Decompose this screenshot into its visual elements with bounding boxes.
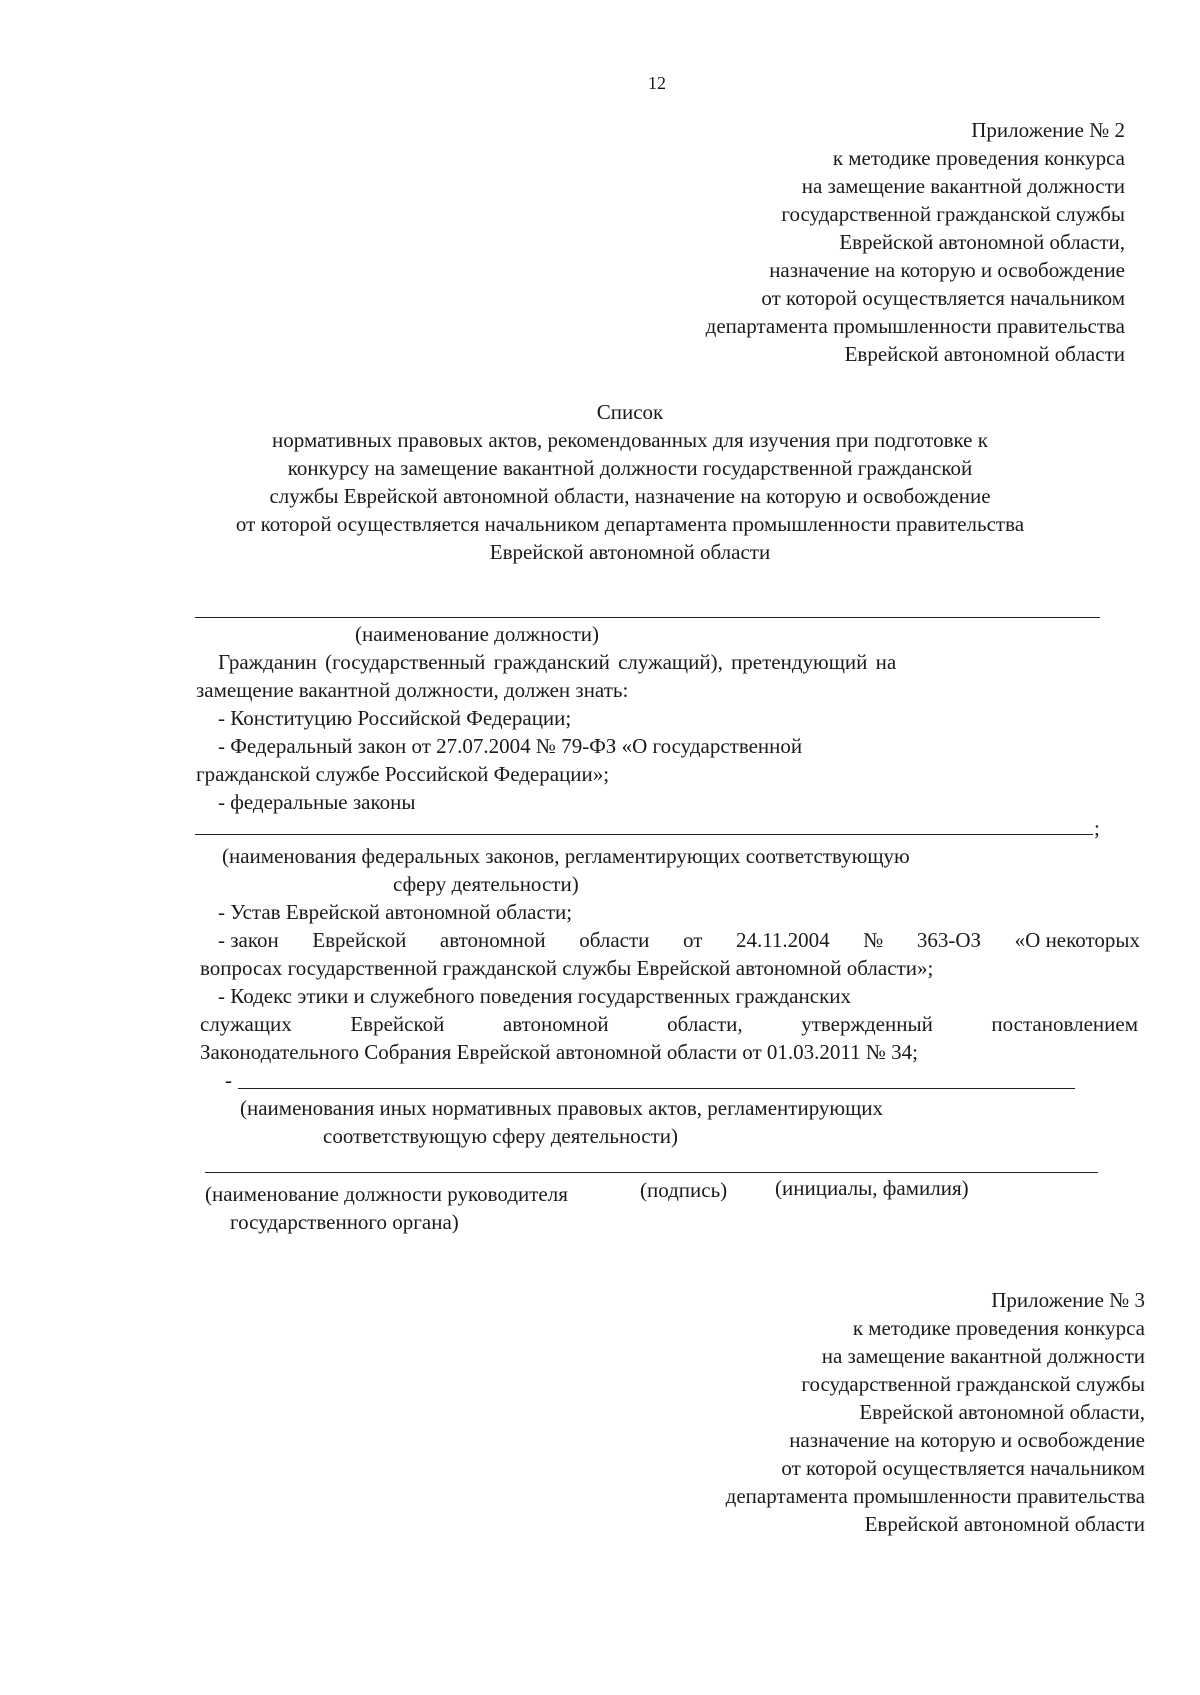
appendix-3-line: назначение на которую и освобождение: [789, 1428, 1145, 1452]
list-item: - Кодекс этики и служебного поведения государственных гражданских: [218, 984, 852, 1008]
list-heading-line: службы Еврейской автономной области, назначение на которую и освобождение: [269, 484, 991, 508]
appendix-3-line: к методике проведения конкурса: [852, 1316, 1145, 1340]
appendix-3-line: от которой осуществляется начальником: [781, 1456, 1145, 1480]
signature-blank-line: [205, 1172, 1098, 1173]
code-word: области,: [667, 1012, 743, 1036]
code-word: Еврейской: [350, 1012, 445, 1036]
list-heading-line: Еврейской автономной области: [489, 540, 771, 564]
appendix-2-line: Еврейской автономной области: [844, 342, 1125, 366]
law-word: от: [682, 928, 703, 952]
other-acts-blank-line: [238, 1088, 1075, 1089]
list-item: Законодательного Собрания Еврейской автономной области от 01.03.2011 № 34;: [200, 1040, 919, 1064]
list-heading-line: от которой осуществляется начальником департамента промышленности правительства: [235, 512, 1025, 536]
head-position-caption: государственного органа): [230, 1210, 459, 1234]
appendix-2-line: государственной гражданской службы: [781, 202, 1125, 226]
appendix-2-line: к методике проведения конкурса: [832, 146, 1125, 170]
appendix-2-line: Еврейской автономной области,: [839, 230, 1125, 254]
dash: -: [225, 1068, 232, 1092]
law-363-line: [218, 930, 1140, 951]
law-word: Еврейской: [312, 928, 407, 952]
list-item: - Устав Еврейской автономной области;: [218, 900, 573, 924]
list-item: вопросах государственной гражданской службы Еврейской автономной области»;: [200, 956, 934, 980]
appendix-3-line: на замещение вакантной должности: [821, 1344, 1145, 1368]
appendix-2-line: департамента промышленности правительства: [705, 314, 1125, 338]
appendix-3-line: Еврейской автономной области: [864, 1512, 1145, 1536]
list-item: - Конституцию Российской Федерации;: [218, 706, 572, 730]
appendix-3-title: Приложение № 3: [991, 1288, 1145, 1312]
list-item: гражданской службе Российской Федерации»;: [196, 762, 610, 786]
other-acts-caption: соответствующую сферу деятельности): [323, 1124, 678, 1148]
head-position-caption: (наименование должности руководителя: [205, 1182, 568, 1206]
federal-laws-caption: (наименования федеральных законов, регламентирующих соответствующую: [222, 844, 910, 868]
code-word: постановлением: [991, 1012, 1138, 1036]
code-word: автономной: [502, 1012, 609, 1036]
signature-caption: (подпись): [640, 1178, 728, 1202]
position-caption: (наименование должности): [355, 622, 600, 646]
appendix-2-line: назначение на которую и освобождение: [769, 258, 1125, 282]
position-blank-line: [195, 617, 1100, 618]
list-heading-line: нормативных правовых актов, рекомендованных для изучения при подготовке к: [272, 428, 988, 452]
law-word: №: [863, 928, 884, 952]
code-line: [200, 1014, 1138, 1035]
law-word: - закон: [218, 928, 279, 952]
list-item: - федеральные законы: [218, 790, 416, 814]
intro-text: замещение вакантной должности, должен знать:: [196, 678, 629, 702]
law-word: автономной: [439, 928, 546, 952]
federal-laws-caption: сферу деятельности): [393, 872, 579, 896]
law-word: 24.11.2004: [735, 928, 830, 952]
page-number: 12: [648, 73, 666, 93]
appendix-3-line: государственной гражданской службы: [801, 1372, 1145, 1396]
other-acts-caption: (наименования иных нормативных правовых актов, регламентирующих: [240, 1096, 884, 1120]
name-caption: (инициалы, фамилия): [775, 1176, 969, 1200]
law-word: области: [579, 928, 650, 952]
appendix-3-line: департамента промышленности правительства: [725, 1484, 1145, 1508]
appendix-2-title: Приложение № 2: [971, 118, 1125, 142]
list-title: Список: [596, 400, 664, 424]
law-word: 363-ОЗ: [916, 928, 982, 952]
code-word: утвержденный: [801, 1012, 933, 1036]
law-word: «О некоторых: [1014, 928, 1140, 952]
appendix-2-line: на замещение вакантной должности: [801, 174, 1125, 198]
semicolon: ;: [1094, 816, 1100, 840]
federal-laws-blank-line: [195, 834, 1093, 835]
intro-text: Гражданин (государственный гражданский служащий), претендующий на: [218, 650, 897, 674]
appendix-3-line: Еврейской автономной области,: [859, 1400, 1145, 1424]
list-item: - Федеральный закон от 27.07.2004 № 79-ФЗ «О государственной: [218, 734, 803, 758]
list-heading-line: конкурсу на замещение вакантной должности государственной гражданской: [287, 456, 973, 480]
code-word: служащих: [200, 1012, 292, 1036]
appendix-2-line: от которой осуществляется начальником: [761, 286, 1125, 310]
